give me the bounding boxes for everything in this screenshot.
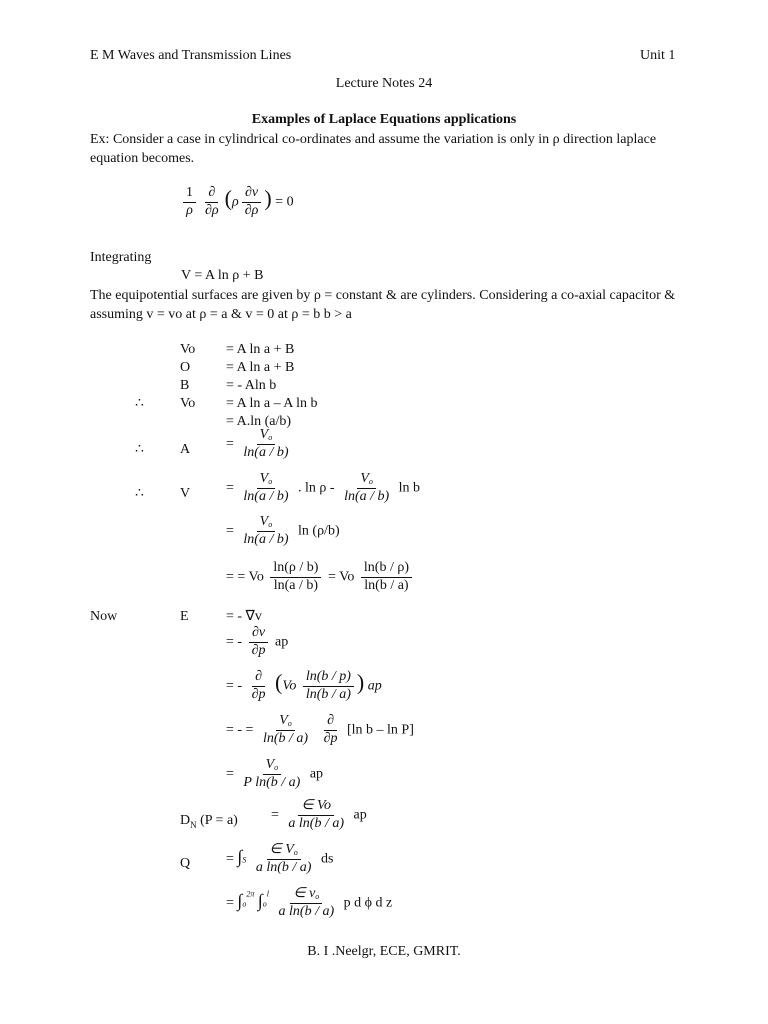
lecture-number: Lecture Notes 24 xyxy=(335,76,433,91)
therefore-symbol: ∴ xyxy=(135,442,144,457)
row-dn-lhs: $D_N$ (P = a) xyxy=(180,813,238,830)
footer-author: B. I .Neelgr, ECE, GMRIT. xyxy=(307,944,461,959)
header-course-title: E M Waves and Transmission Lines xyxy=(90,48,292,63)
section-title: Examples of Laplace Equations applications xyxy=(251,112,517,127)
row-e-lnbp: = - = $\frac{V_o}{\ln(b / a)}$ $\frac{\partial}{\partial p}$ [ln b – ln P] xyxy=(226,713,414,746)
row-q-lhs: Q xyxy=(180,856,191,871)
general-solution: V = A ln ρ + B xyxy=(181,268,264,283)
row-q-integral: = ∫S $\frac{\in V_o}{\text{a ln(b / a)}}$ ds xyxy=(226,842,334,875)
row-v-lhs: V xyxy=(180,486,191,501)
laplace-equation: $\frac{1}{\rho}$ $\frac{\partial}{\partial\rho}$ (ρ $\frac{\partial v}{\partial\rho}$ ) = 0 xyxy=(180,186,294,218)
integrating-label: Integrating xyxy=(90,250,152,265)
row-vo-rhs: = A ln a + B xyxy=(226,342,295,357)
now-label: Now xyxy=(90,609,118,624)
row-vo2-rhs: = A ln a – A ln b xyxy=(226,396,318,411)
row-vo-lhs: Vo xyxy=(180,342,196,357)
boundary-paragraph: The equipotential surfaces are given by ρ = constant & are cylinders. Considering a co-axial capacitor & assuming v = vo at ρ = a & v = 0 at ρ = b b > a xyxy=(90,288,676,322)
row-q-double-integral: = $\int o^{2\pi}$ $\int o^l$ $\frac{\in v_o}{\text{a ln(b / a)}}$ p d ϕ d z xyxy=(226,886,393,919)
row-a-rhs: = $\frac{V_o}{\ln(a / b)}$ xyxy=(226,427,289,460)
row-e-dvdp: = - $\frac{\partial v}{\partial p}$ ap xyxy=(226,625,289,658)
intro-paragraph: Ex: Consider a case in cylindrical co-ordinates and assume the variation is only in ρ direction laplace equation becomes. xyxy=(90,132,657,166)
header-unit: Unit 1 xyxy=(640,48,676,63)
therefore-symbol: ∴ xyxy=(135,486,144,501)
row-e-rhs: = - ∇v xyxy=(226,609,262,624)
row-v-lnrb: = $\frac{V_o}{\ln(a / b)}$ ln (ρ/b) xyxy=(226,514,340,547)
row-e-expanded: = - $\frac{\partial}{\partial p}$ (Vo $\frac{\ln(b / p)}{\ln(b / a)}$ ) ap xyxy=(226,669,382,702)
row-e-final: = $\frac{V_o}{\text{P ln(b / a)}}$ ap xyxy=(226,757,324,790)
therefore-symbol: ∴ xyxy=(135,396,144,411)
row-b-lhs: B xyxy=(180,378,190,393)
row-vo2-lhs: Vo xyxy=(180,396,196,411)
row-e-lhs: E xyxy=(180,609,189,624)
row-v-rhs: = $\frac{V_o}{\ln(a / b)}$ . ln ρ - $\frac{V_o}{\ln(a / b)}$ ln b xyxy=(226,471,421,504)
row-ln-ab: = A.ln (a/b) xyxy=(226,414,292,429)
row-dn-rhs: = $\frac{\in Vo}{\text{a ln(b / a)}}$ ap xyxy=(271,798,367,831)
row-v-final: = = Vo $\frac{\ln(\rho / b)}{\ln(a / b)}$ = Vo $\frac{\ln(b / \rho)}{\ln(b / a)}$ xyxy=(226,561,415,593)
row-o-rhs: = A ln a + B xyxy=(226,360,295,375)
row-o-lhs: O xyxy=(180,360,191,375)
row-b-rhs: = - Aln b xyxy=(226,378,277,393)
row-a-lhs: A xyxy=(180,442,191,457)
